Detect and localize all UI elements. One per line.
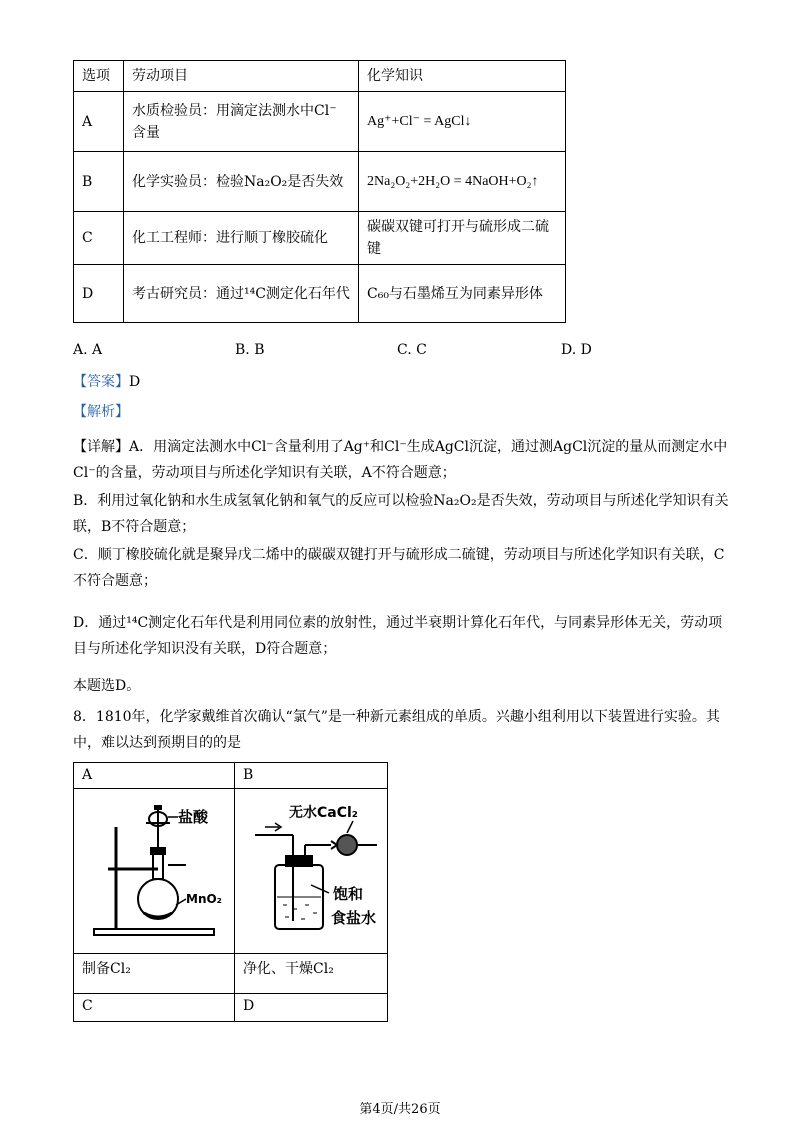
- table-row: [74, 954, 388, 994]
- table-row: [74, 212, 566, 265]
- page-footer: 第4页/共26页: [359, 1102, 441, 1117]
- figure-a-cell: [74, 789, 235, 954]
- cell-a-label: A: [74, 763, 235, 789]
- answer-tag: 【答案】: [73, 374, 129, 390]
- row-option: B: [74, 152, 124, 212]
- label-saturated: 饱和: [333, 885, 364, 903]
- table-row: [74, 152, 566, 212]
- row-knowledge: 2Na₂O₂+2H₂O = 4NaOH+O₂↑: [359, 152, 566, 212]
- answer-value: D: [129, 374, 141, 390]
- cell-d-label: D: [235, 994, 388, 1022]
- detail-d: D．通过¹⁴C测定化石年代是利用同位素的放射性，通过半衰期计算化石年代，与同素异形体无关，劳动项目与所述化学知识没有关联，D符合题意；: [73, 615, 723, 657]
- row-project: 水质检验员：用滴定法测水中Cl⁻含量: [124, 92, 359, 152]
- figure-b-cell: [235, 789, 388, 954]
- row-knowledge: 碳碳双键可打开与硫形成二硫键: [359, 212, 566, 265]
- row-knowledge: C₆₀与石墨烯互为同素异形体: [359, 265, 566, 323]
- header-knowledge: 化学知识: [359, 61, 566, 92]
- row-knowledge: Ag⁺+Cl⁻ = AgCl↓: [359, 92, 566, 152]
- table-row: [74, 265, 566, 323]
- detail-a: [73, 434, 733, 486]
- choice-c: C. C: [397, 342, 427, 358]
- row-option: C: [74, 212, 124, 265]
- analysis-tag: 【解析】: [73, 404, 129, 420]
- detail-c: C．顺丁橡胶硫化就是聚异戊二烯中的碳碳双键打开与硫形成二硫键，劳动项目与所述化学知识有关联，C不符合题意；: [73, 547, 725, 589]
- header-option: 选项: [74, 61, 124, 92]
- label-brine: 食盐水: [331, 909, 377, 927]
- table-header-row: [74, 61, 566, 92]
- row-option: D: [74, 265, 124, 323]
- choice-b: B. B: [235, 342, 265, 358]
- cell-b-label: B: [235, 763, 388, 789]
- detail-b: B．利用过氧化钠和水生成氢氧化钠和氧气的反应可以检验Na₂O₂是否失效，劳动项目与所述化学知识有关联，B不符合题意；: [73, 493, 729, 535]
- header-project: 劳动项目: [124, 61, 359, 92]
- apparatus-table: [73, 762, 388, 1022]
- flask-apparatus-figure: [74, 789, 234, 949]
- question-8: 8．1810年，化学家戴维首次确认“氯气”是一种新元素组成的单质。兴趣小组利用以下装置进行实验。其中，难以达到预期目的的是: [73, 709, 720, 751]
- choice-a: A. A: [73, 342, 103, 358]
- label-mno2: MnO₂: [186, 892, 222, 906]
- detail-conclusion: 本题选D。: [73, 678, 141, 694]
- table-row: [74, 763, 388, 789]
- caption-a: 制备Cl₂: [74, 954, 235, 994]
- answer-choices: [73, 342, 773, 364]
- table-row: [74, 994, 388, 1022]
- cell-c-label: C: [74, 994, 235, 1022]
- table-row: [74, 789, 388, 954]
- choice-d: D. D: [561, 342, 592, 358]
- table-row: [74, 92, 566, 152]
- row-project: 化工工程师：进行顺丁橡胶硫化: [124, 212, 359, 265]
- label-hydrochloric-acid: 盐酸: [178, 808, 209, 826]
- label-anhydrous-cacl2: 无水CaCl₂: [289, 805, 358, 821]
- detail-tag: 【详解】: [73, 439, 129, 455]
- answer-line: [73, 372, 733, 392]
- wash-bottle-figure: [235, 789, 387, 949]
- row-option: A: [74, 92, 124, 152]
- row-project: 考古研究员：通过¹⁴C测定化石年代: [124, 265, 359, 323]
- detail-a-text: A．用滴定法测水中Cl⁻含量利用了Ag⁺和Cl⁻生成AgCl沉淀，通过测AgCl沉淀的量从而测定水中Cl⁻的含量，劳动项目与所述化学知识有关联，A不符合题意；: [73, 439, 728, 481]
- caption-b: 净化、干燥Cl₂: [235, 954, 388, 994]
- labor-chemistry-table: [73, 60, 566, 323]
- row-project: 化学实验员：检验Na₂O₂是否失效: [124, 152, 359, 212]
